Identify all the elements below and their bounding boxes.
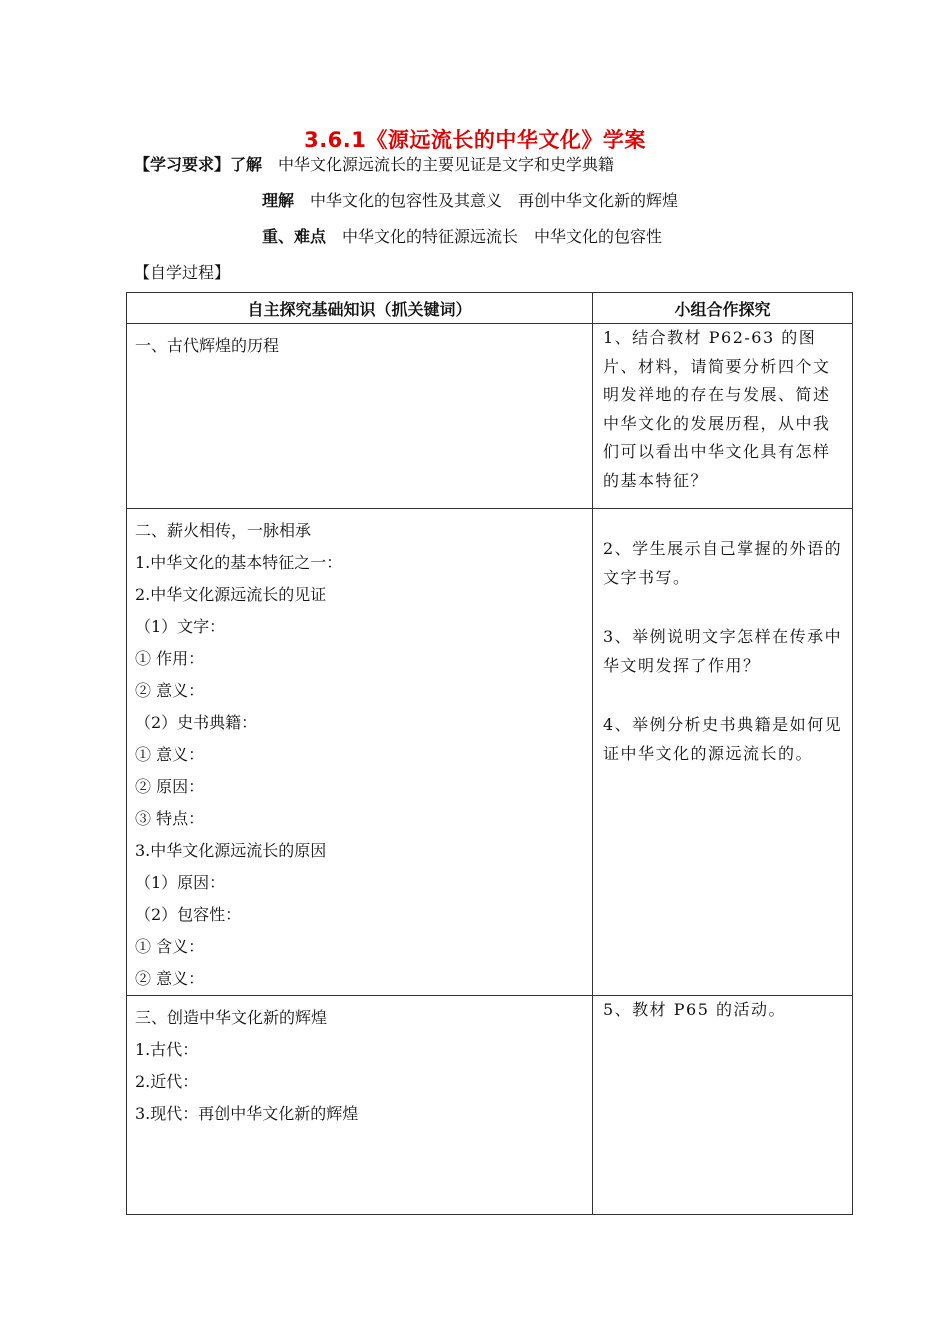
list-item: 1.中华文化的基本特征之一： bbox=[135, 553, 343, 572]
list-item: 2.中华文化源远流长的见证 bbox=[135, 585, 327, 604]
header-group-study: 小组合作探究 bbox=[593, 293, 853, 324]
row1-right-cell bbox=[593, 324, 853, 509]
list-item: ② 意义： bbox=[135, 969, 205, 988]
list-item: ② 原因： bbox=[135, 777, 205, 796]
key-label: 重、难点 bbox=[262, 227, 327, 246]
comprehend-item: 中华文化的包容性及其意义 bbox=[310, 191, 503, 210]
requirement-understand-line bbox=[134, 152, 614, 175]
question-4: 4、举例分析史书典籍是如何见证中华文化的源远流长的。 bbox=[603, 715, 843, 763]
section-heading: 三、创造中华文化新的辉煌 bbox=[135, 1008, 328, 1027]
table-row bbox=[127, 996, 853, 1215]
row2-left-cell bbox=[127, 509, 593, 996]
list-item: （2）史书典籍： bbox=[135, 713, 258, 732]
section-heading: 二、薪火相传，一脉相承 bbox=[135, 521, 312, 540]
list-item: ① 作用： bbox=[135, 649, 205, 668]
requirement-label: 【学习要求】了解 bbox=[134, 155, 263, 174]
requirement-key-line bbox=[262, 224, 662, 247]
list-item: （2）包容性： bbox=[135, 905, 242, 924]
row3-left-cell bbox=[127, 996, 593, 1215]
table-header-row bbox=[127, 293, 853, 324]
header-self-study: 自主探究基础知识（抓关键词） bbox=[127, 293, 593, 324]
list-item: 1.古代： bbox=[135, 1040, 199, 1059]
key-item: 中华文化的特征源远流长 bbox=[342, 227, 519, 246]
row3-right-cell bbox=[593, 996, 853, 1215]
list-item: 2.近代： bbox=[135, 1072, 199, 1091]
list-item: （1）原因： bbox=[135, 873, 226, 892]
question-2: 2、学生展示自己掌握的外语的文字书写。 bbox=[603, 539, 843, 587]
table-row bbox=[127, 509, 853, 996]
row1-left-cell bbox=[127, 324, 593, 509]
comprehend-label: 理解 bbox=[262, 191, 295, 210]
page-title: 3.6.1《源远流长的中华文化》学案 bbox=[304, 128, 646, 152]
study-table bbox=[126, 292, 853, 1215]
comprehend-item: 再创中华文化新的辉煌 bbox=[518, 191, 679, 210]
list-item: ① 意义： bbox=[135, 745, 205, 764]
list-item: 3.中华文化源远流长的原因 bbox=[135, 841, 327, 860]
row2-right-cell bbox=[593, 509, 853, 996]
understand-text: 中华文化源远流长的主要见证是文字和史学典籍 bbox=[278, 155, 615, 174]
table-row bbox=[127, 324, 853, 509]
list-item: ② 意义： bbox=[135, 681, 205, 700]
requirement-comprehend-line bbox=[262, 188, 678, 211]
question-1: 1、结合教材 P62-63 的图片、材料，请简要分析四个文明发祥地的存在与发展、简述中华文化的发展历程，从中我们可以看出中华文化具有怎样的基本特征？ bbox=[603, 328, 831, 490]
question-5: 5、教材 P65 的活动。 bbox=[603, 1000, 786, 1019]
section-heading: 一、古代辉煌的历程 bbox=[135, 336, 280, 355]
question-3: 3、举例说明文字怎样在传承中华文明发挥了作用？ bbox=[603, 627, 843, 675]
list-item: 3.现代：再创中华文化新的辉煌 bbox=[135, 1104, 359, 1123]
list-item: ③ 特点： bbox=[135, 809, 205, 828]
list-item: ① 含义： bbox=[135, 937, 205, 956]
list-item: （1）文字： bbox=[135, 617, 226, 636]
self-study-label: 【自学过程】 bbox=[134, 263, 231, 282]
key-item: 中华文化的包容性 bbox=[534, 227, 663, 246]
